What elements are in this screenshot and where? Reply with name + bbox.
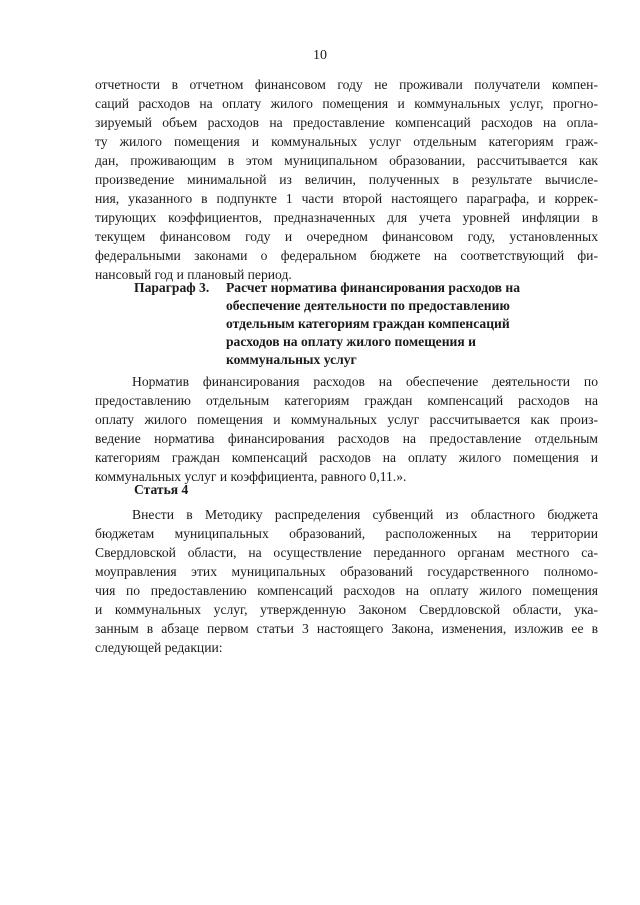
text-line: следующей редакции: xyxy=(95,640,223,655)
section-heading-label: Параграф 3. xyxy=(134,280,210,295)
text-line: чия по предоставлению компенсаций расходов на оплату жилого помещения xyxy=(95,583,598,598)
text-line: ту жилого помещения и коммунальных услуг отдельным категориям граж- xyxy=(95,134,598,149)
heading-line: Расчет норматива финансирования расходов на xyxy=(226,280,521,295)
text-line: нансовый год и плановый период. xyxy=(95,267,292,282)
heading-line: отдельным категориям граждан компенсаций xyxy=(226,316,510,331)
text-line: тирующих коэффициентов, предназначенных для учета уровней инфляции в xyxy=(95,210,598,225)
text-line: Свердловской области, на осуществление переданного органам местного са- xyxy=(95,545,598,560)
paragraph-normative xyxy=(95,372,598,486)
text-line: коммунальных услуг и коэффициента, равного 0,11.». xyxy=(95,469,407,484)
heading-line: обеспечение деятельности по предоставлению xyxy=(226,298,510,313)
text-line: категориям граждан компенсаций расходов на оплату жилого помещения и xyxy=(95,450,598,465)
article-heading: Статья 4 xyxy=(134,482,189,497)
text-line: саций расходов на оплату жилого помещения и коммунальных услуг, прогно- xyxy=(95,96,598,111)
text-line: Внести в Методику распределения субвенций из областного бюджета xyxy=(132,507,598,522)
page-number: 10 xyxy=(313,48,327,63)
text-line: занным в абзаце первом статьи 3 настоящего Закона, изменения, изложив ее в xyxy=(95,621,598,636)
text-line: отчетности в отчетном финансовом году не проживали получатели компен- xyxy=(95,77,598,92)
paragraph-continuation xyxy=(95,75,598,284)
text-line: федеральными законами о федеральном бюджете на соответствующий фи- xyxy=(95,248,598,263)
section-heading-title xyxy=(226,279,576,369)
text-line: моуправления этих муниципальных образований государственного полномо- xyxy=(95,564,598,579)
text-line: Норматив финансирования расходов на обеспечение деятельности по xyxy=(132,374,598,389)
text-line: дан, проживающим в этом муниципальном образовании, рассчитывается как xyxy=(95,153,598,168)
text-line: ведение норматива финансирования расходов на предоставление отдельным xyxy=(95,431,598,446)
text-line: предоставлению отдельным категориям граждан компенсаций расходов на xyxy=(95,393,598,408)
paragraph-article-4 xyxy=(95,505,598,657)
text-line: ния, указанного в подпункте 1 части второй настоящего параграфа, и коррек- xyxy=(95,191,598,206)
text-line: и коммунальных услуг, утвержденную Законом Свердловской области, ука- xyxy=(95,602,598,617)
text-line: текущем финансовом году и очередном финансовом году, установленных xyxy=(95,229,598,244)
text-line: произведение минимальной из величин, полученных в результате вычисле- xyxy=(95,172,598,187)
text-line: бюджетам муниципальных образований, расположенных на территории xyxy=(95,526,598,541)
heading-line: коммунальных услуг xyxy=(226,352,357,367)
heading-line: расходов на оплату жилого помещения и xyxy=(226,334,476,349)
text-line: зируемый объем расходов на предоставление компенсаций расходов на опла- xyxy=(95,115,598,130)
text-line: оплату жилого помещения и коммунальных услуг рассчитывается как произ- xyxy=(95,412,598,427)
